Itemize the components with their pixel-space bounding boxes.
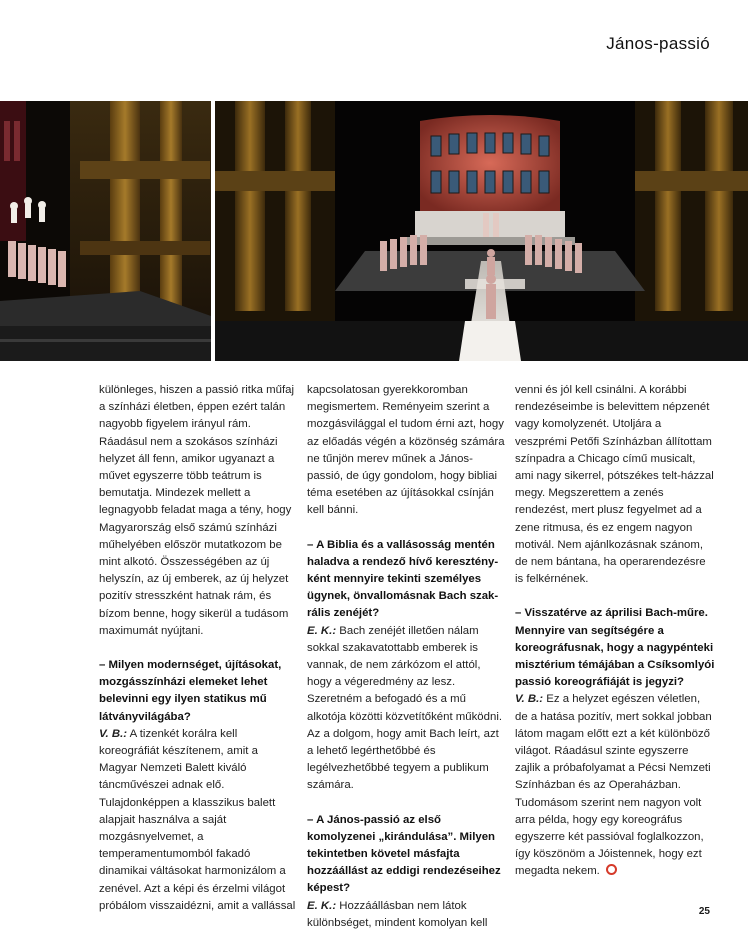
answer-text: Hozzáállásban nem látok különbséget, mindent komolyan kell <box>307 899 488 929</box>
stage-set-render-left-icon <box>0 101 211 361</box>
stage-photo-right <box>215 101 748 361</box>
speaker-initials: V. B.: <box>99 727 128 740</box>
interview-question: – Visszatérve az áprilisi Bach-műre. Mennyire van segítségére a koreográfusnak, hogy a nagypénteki misztérium témájában a Csíksomlyói passió koreográfiáját is jegyzi? <box>515 607 715 689</box>
interview-answer <box>307 623 507 795</box>
text-column-3 <box>515 382 715 881</box>
interview-answer <box>99 726 299 915</box>
paragraph: kapcsolatosan gyerekkoromban megismertem. Reményeim szerint a mozgásvilággal el tudom érni azt, hogy az előadás végén a közönség számára ne tűnjön merev műnek a János-passió, de úgy gondolom, hogy bibliai téma esetében az újításokkal csínján kell bánni. <box>307 384 505 517</box>
text-column-2 <box>307 382 507 932</box>
interview-question: – A Biblia és a vallásosság mentén haladva a rendező hívő keresztény-ként mennyire tekinti személyes ügynek, önvallomásnak Bach szak-rális zenéjét? <box>307 538 499 620</box>
speaker-initials: V. B.: <box>515 693 544 706</box>
photo-strip <box>0 101 748 361</box>
answer-text: Bach zenéjét illetően nálam sokkal szakavatottabb emberek is vannak, de nem zárkózom el attól, hogy a végeredmény az lesz. Szeretném a befogadó és a mű alkotója közötti közvetítőként működni. Az a dolgom, hogy amit Bach leírt, azt a lehető legérthetőbbé és legélvezhetőbbé tegyem a publikum számára. <box>307 624 503 792</box>
paragraph: venni és jól kell csinálni. A korábbi rendezéseimbe is belevittem népzenét vagy komolyzenét. Utoljára a veszprémi Petőfi Színházban állítottam színpadra a Chicago című musicalt, ami nagy sikerrel, pótszékes telt-házzal megy. Megszerettem a zenés rendezést, mert plusz fegyelmet ad a zene ritmusa, és ez engem nagyon motivál. Nem ajánlkozásnak szánom, de nem bántana, ha operarendezésre is felkérnének. <box>515 384 714 586</box>
paragraph: különleges, hiszen a passió ritka műfaj a színházi életben, éppen ezért talán nagyobb figyelem irányul rám. Ráadásul nem a szokásos színházi helyzet áll fenn, amikor ugyanazt a művet egyszerre több teátrum is bemutatja. Mindezek mellett a legnagyobb feladat maga a tény, hogy Magyarország első számú színházi műhelyében először mutatkozom be mint alkotó. Összességében az új helyszín, az új emberek, az új helyzet pozitív stresszként hatnak rám, és bízom benne, hogy sikerül a tudásom maximumát nyújtani. <box>99 384 295 637</box>
end-of-article-circle-icon <box>606 864 617 875</box>
answer-text: A tizenkét korálra kell koreográfiát készítenem, amit a Magyar Nemzeti Balett kiváló táncművészei adnak elő. Tulajdonképpen a klasszikus balett alapjait használva a saját mozgásnyelvemet, a temperamentumomból fakadó dinamikai váltásokat harmonizálom a zenével. Azt a képi és érzelmi világot próbálom visszaidézni, amit a vallással <box>99 727 296 912</box>
interview-question: – A János-passió az első komolyzenei „kirándulása”. Milyen tekintetben követel másfajta hozzáállást az eddigi rendezéseihez képest? <box>307 813 501 895</box>
text-column-1 <box>99 382 299 915</box>
interview-answer <box>515 691 715 880</box>
interview-question: – Milyen modernséget, újításokat, mozgásszínházi elemeket lehet belevinni egy ilyen statikus mű látványvilágába? <box>99 659 282 723</box>
speaker-initials: E. K.: <box>307 899 337 912</box>
interview-answer <box>307 898 507 932</box>
stage-set-render-right-icon <box>215 101 748 361</box>
speaker-initials: E. K.: <box>307 624 337 637</box>
page-number: 25 <box>698 906 710 917</box>
answer-text: Ez a helyzet egészen véletlen, de a hatása pozitív, mert sokkal jobban látom magam előtt ezt a két különböző világot. Ráadásul szinte egyszerre zajlik a próbafolyamat a Pécsi Nemzeti Színházban és az Operaházban. Tudomásom szerint nem nagyon volt arra példa, hogy egy koreográfus egyszerre két passióval foglalkozzon, így köszönöm a Jóistennek, hogy ezt megadta nekem. <box>515 693 712 878</box>
stage-photo-left <box>0 101 211 361</box>
page-header-title: János-passió <box>606 34 710 53</box>
